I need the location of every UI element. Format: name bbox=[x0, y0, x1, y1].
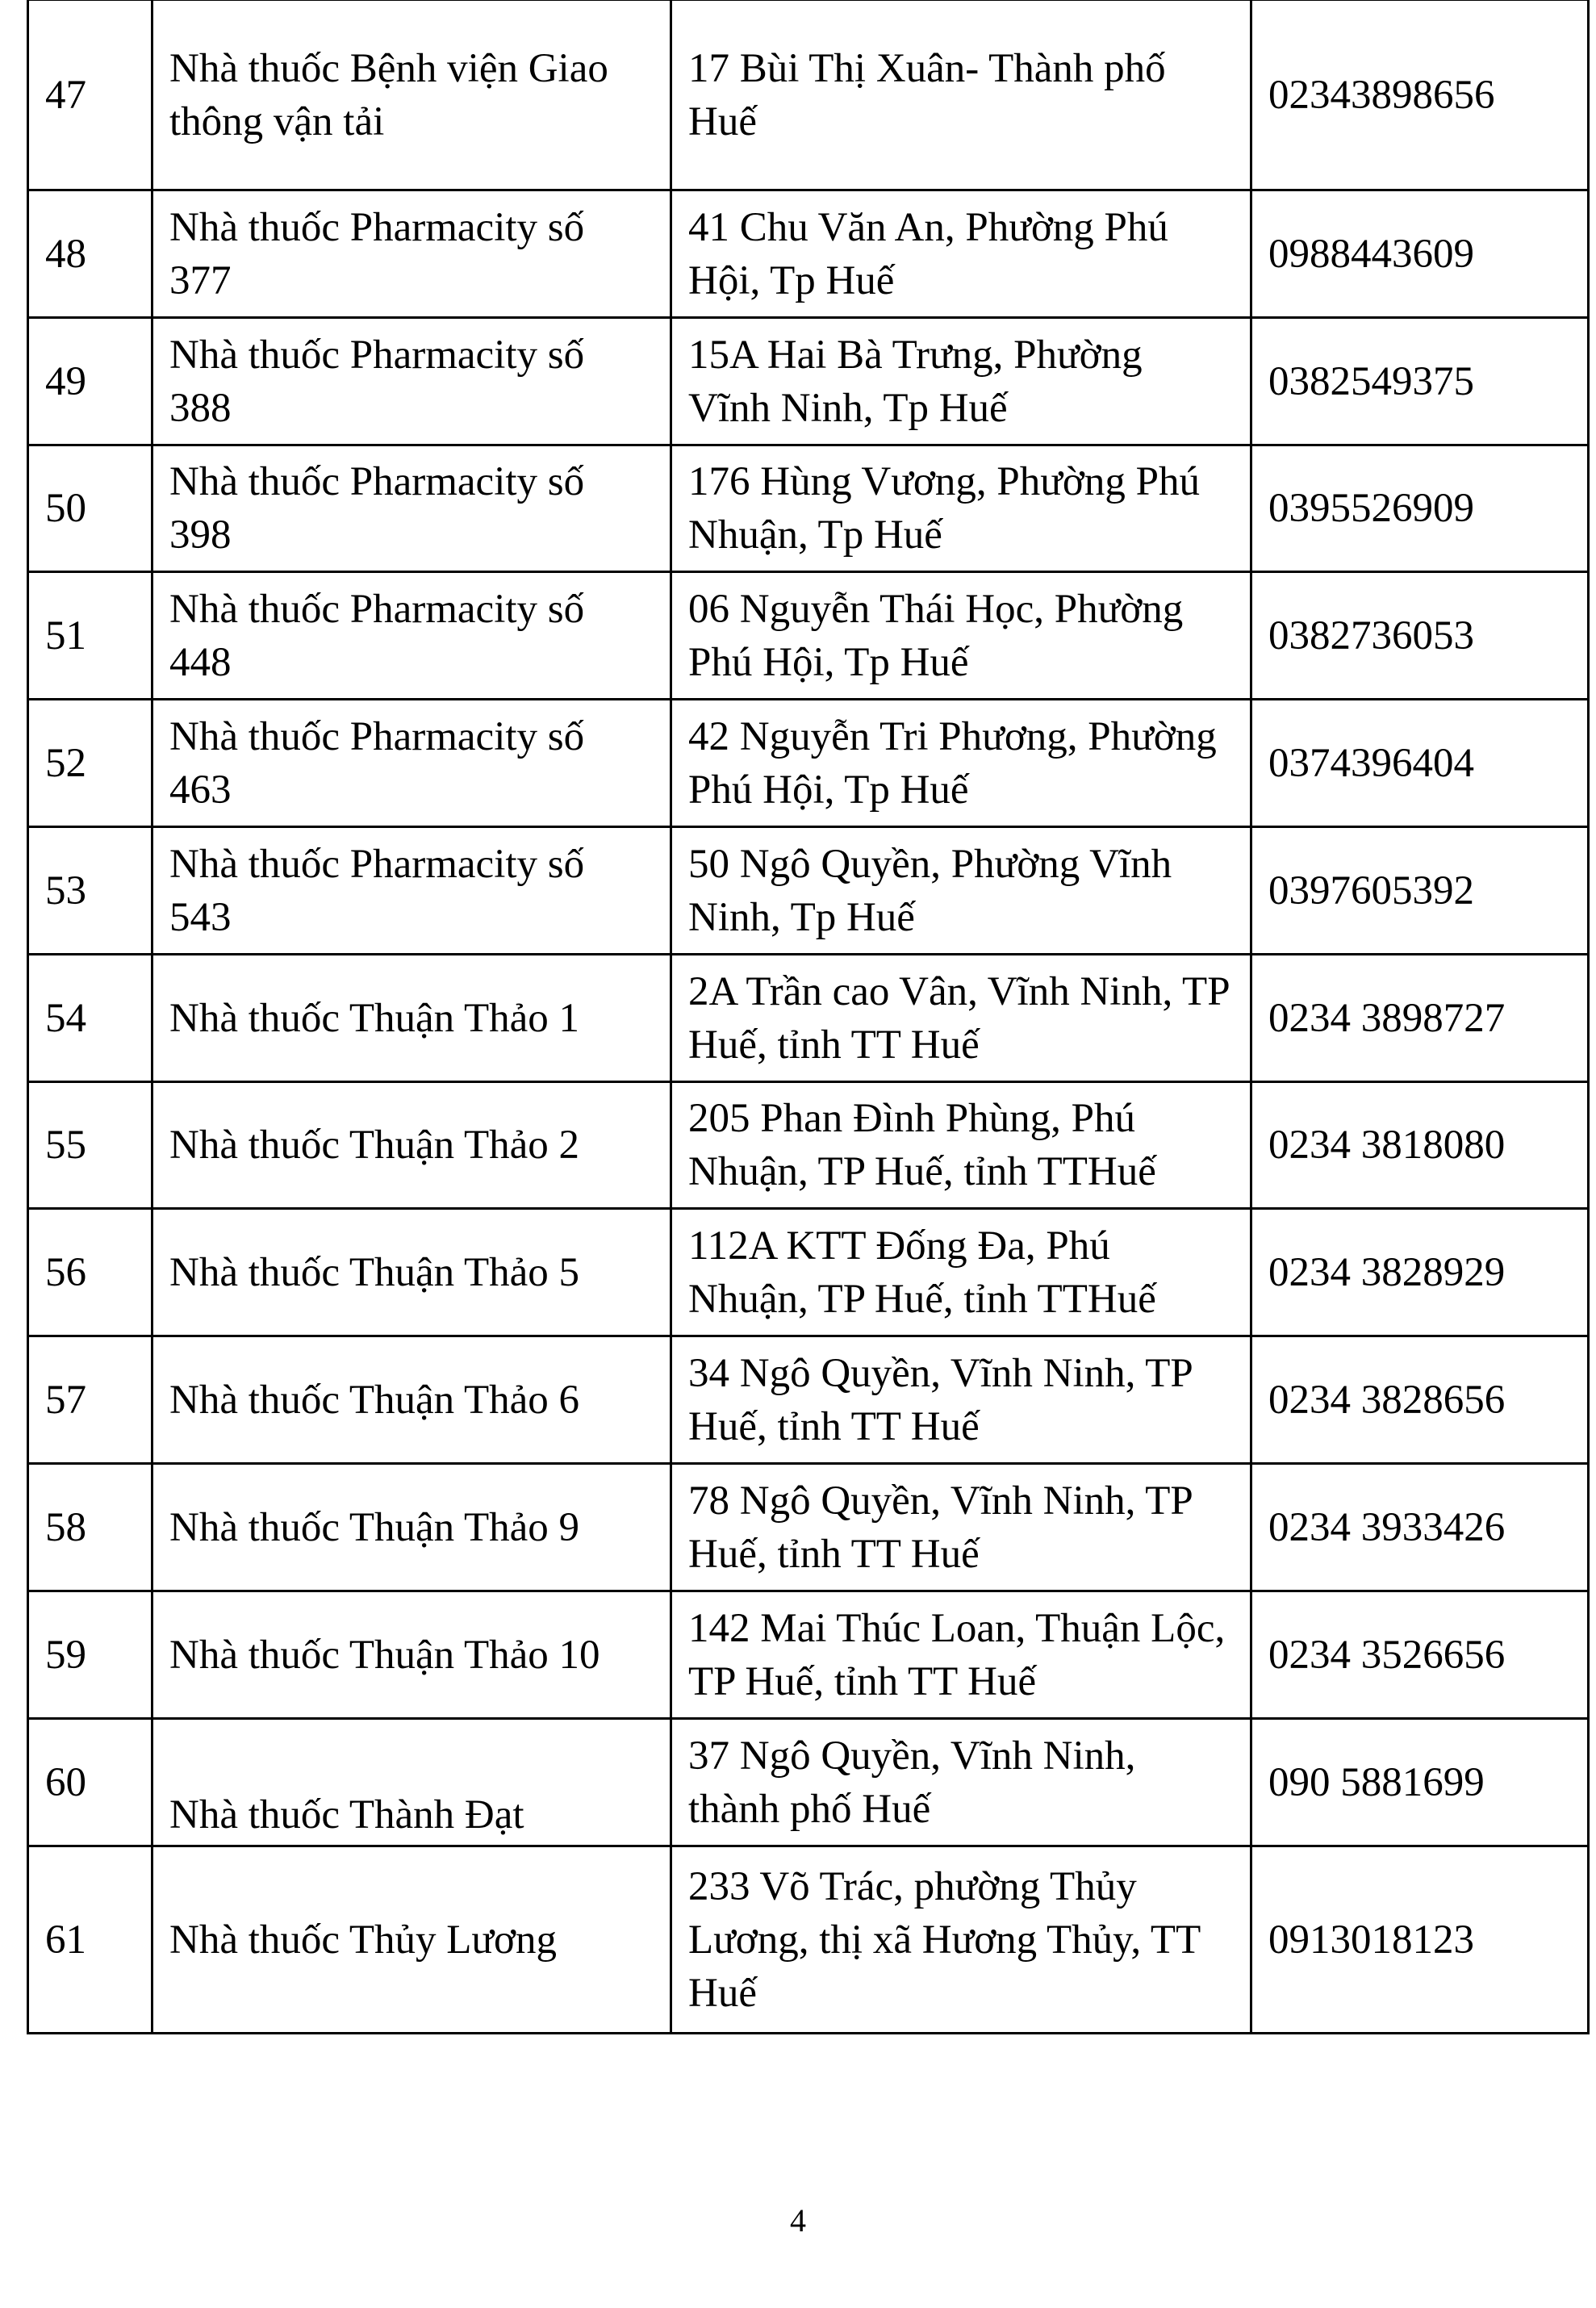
pharmacy-phone: 0234 3898727 bbox=[1251, 955, 1589, 1082]
pharmacy-address: 176 Hùng Vương, Phường Phú Nhuận, Tp Huế bbox=[671, 445, 1251, 572]
row-number: 49 bbox=[28, 318, 152, 445]
table-row bbox=[28, 1846, 1589, 2034]
table-row bbox=[28, 572, 1589, 700]
pharmacy-phone: 0234 3526656 bbox=[1251, 1591, 1589, 1719]
table-row bbox=[28, 1719, 1589, 1846]
row-number: 51 bbox=[28, 572, 152, 700]
pharmacy-name: Nhà thuốc Thuận Thảo 1 bbox=[152, 955, 671, 1082]
pharmacy-address: 34 Ngô Quyền, Vĩnh Ninh, TP Huế, tỉnh TT Huế bbox=[671, 1336, 1251, 1464]
pharmacy-name: Nhà thuốc Thuận Thảo 2 bbox=[152, 1082, 671, 1209]
table-row bbox=[28, 318, 1589, 445]
pharmacy-phone: 0395526909 bbox=[1251, 445, 1589, 572]
table-row bbox=[28, 1082, 1589, 1209]
table-row bbox=[28, 827, 1589, 955]
table-row bbox=[28, 190, 1589, 318]
pharmacy-name: Nhà thuốc Pharmacity số 543 bbox=[152, 827, 671, 955]
pharmacy-phone: 090 5881699 bbox=[1251, 1719, 1589, 1846]
pharmacy-address: 78 Ngô Quyền, Vĩnh Ninh, TP Huế, tỉnh TT Huế bbox=[671, 1464, 1251, 1591]
pharmacy-name: Nhà thuốc Thuận Thảo 9 bbox=[152, 1464, 671, 1591]
pharmacy-address: 42 Nguyễn Tri Phương, Phường Phú Hội, Tp Huế bbox=[671, 700, 1251, 827]
pharmacy-name: Nhà thuốc Thuận Thảo 5 bbox=[152, 1209, 671, 1336]
row-number: 47 bbox=[28, 0, 152, 190]
table-row bbox=[28, 445, 1589, 572]
pharmacy-address: 205 Phan Đình Phùng, Phú Nhuận, TP Huế, tỉnh TTHuế bbox=[671, 1082, 1251, 1209]
row-number: 55 bbox=[28, 1082, 152, 1209]
row-number: 54 bbox=[28, 955, 152, 1082]
pharmacy-address: 41 Chu Văn An, Phường Phú Hội, Tp Huế bbox=[671, 190, 1251, 318]
pharmacy-address: 112A KTT Đống Đa, Phú Nhuận, TP Huế, tỉnh TTHuế bbox=[671, 1209, 1251, 1336]
pharmacy-table bbox=[27, 0, 1590, 2034]
row-number: 59 bbox=[28, 1591, 152, 1719]
table-row bbox=[28, 700, 1589, 827]
row-number: 50 bbox=[28, 445, 152, 572]
pharmacy-name: Nhà thuốc Pharmacity số 398 bbox=[152, 445, 671, 572]
pharmacy-address: 2A Trần cao Vân, Vĩnh Ninh, TP Huế, tỉnh TT Huế bbox=[671, 955, 1251, 1082]
pharmacy-name: Nhà thuốc Pharmacity số 388 bbox=[152, 318, 671, 445]
table-row bbox=[28, 1464, 1589, 1591]
pharmacy-address: 233 Võ Trác, phường Thủy Lương, thị xã Hương Thủy, TT Huế bbox=[671, 1846, 1251, 2034]
pharmacy-name: Nhà thuốc Thuận Thảo 10 bbox=[152, 1591, 671, 1719]
row-number: 48 bbox=[28, 190, 152, 318]
table-row bbox=[28, 955, 1589, 1082]
row-number: 52 bbox=[28, 700, 152, 827]
table-row bbox=[28, 1336, 1589, 1464]
pharmacy-address: 142 Mai Thúc Loan, Thuận Lộc, TP Huế, tỉnh TT Huế bbox=[671, 1591, 1251, 1719]
pharmacy-phone: 0234 3933426 bbox=[1251, 1464, 1589, 1591]
table-row bbox=[28, 1209, 1589, 1336]
pharmacy-name: Nhà thuốc Thủy Lương bbox=[152, 1846, 671, 2034]
pharmacy-name: Nhà thuốc Thành Đạt bbox=[152, 1719, 671, 1846]
pharmacy-phone: 0234 3828929 bbox=[1251, 1209, 1589, 1336]
row-number: 60 bbox=[28, 1719, 152, 1846]
pharmacy-address: 06 Nguyễn Thái Học, Phường Phú Hội, Tp Huế bbox=[671, 572, 1251, 700]
page-number: 4 bbox=[790, 2202, 806, 2239]
pharmacy-phone: 0374396404 bbox=[1251, 700, 1589, 827]
pharmacy-name: Nhà thuốc Pharmacity số 377 bbox=[152, 190, 671, 318]
row-number: 53 bbox=[28, 827, 152, 955]
pharmacy-phone: 0397605392 bbox=[1251, 827, 1589, 955]
pharmacy-address: 15A Hai Bà Trưng, Phường Vĩnh Ninh, Tp Huế bbox=[671, 318, 1251, 445]
pharmacy-name: Nhà thuốc Thuận Thảo 6 bbox=[152, 1336, 671, 1464]
pharmacy-name: Nhà thuốc Bệnh viện Giao thông vận tải bbox=[152, 0, 671, 190]
row-number: 61 bbox=[28, 1846, 152, 2034]
pharmacy-phone: 0988443609 bbox=[1251, 190, 1589, 318]
pharmacy-name: Nhà thuốc Pharmacity số 448 bbox=[152, 572, 671, 700]
table-row bbox=[28, 1591, 1589, 1719]
row-number: 58 bbox=[28, 1464, 152, 1591]
pharmacy-phone: 02343898656 bbox=[1251, 0, 1589, 190]
pharmacy-address: 17 Bùi Thị Xuân- Thành phố Huế bbox=[671, 0, 1251, 190]
pharmacy-address: 50 Ngô Quyền, Phường Vĩnh Ninh, Tp Huế bbox=[671, 827, 1251, 955]
pharmacy-phone: 0234 3818080 bbox=[1251, 1082, 1589, 1209]
table-row bbox=[28, 0, 1589, 190]
pharmacy-name: Nhà thuốc Pharmacity số 463 bbox=[152, 700, 671, 827]
pharmacy-phone: 0234 3828656 bbox=[1251, 1336, 1589, 1464]
row-number: 57 bbox=[28, 1336, 152, 1464]
pharmacy-phone: 0382736053 bbox=[1251, 572, 1589, 700]
pharmacy-phone: 0382549375 bbox=[1251, 318, 1589, 445]
pharmacy-address: 37 Ngô Quyền, Vĩnh Ninh, thành phố Huế bbox=[671, 1719, 1251, 1846]
pharmacy-phone: 0913018123 bbox=[1251, 1846, 1589, 2034]
row-number: 56 bbox=[28, 1209, 152, 1336]
